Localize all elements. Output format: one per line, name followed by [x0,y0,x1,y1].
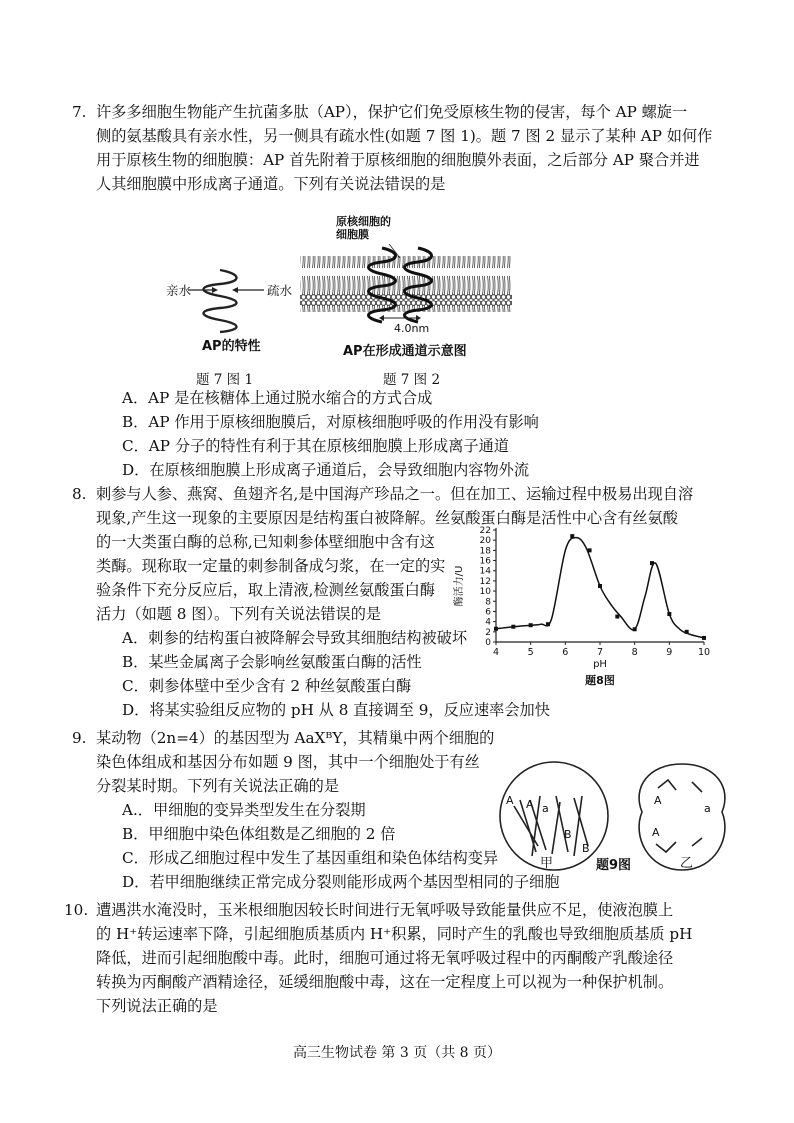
gene-label: A [652,826,660,839]
x-tick-label: 6 [562,647,569,658]
figure-7-2-caption: 题 7 图 2 [383,372,441,388]
channel-width-label: 4.0nm [394,322,430,335]
stem-line: 染色体组成和基因分布如题 9 图，其中一个细胞处于有丝 [96,753,480,771]
option-d[interactable]: D．将某实验组反应物的 pH 从 8 直接调至 9，反应速率会加快 [122,701,550,719]
x-tick-label: 4 [492,647,500,658]
option-d[interactable]: D．在原核细胞膜上形成离子通道后，会导致细胞内容物外流 [122,461,530,479]
figure-7-1-title: AP的特性 [202,339,261,354]
stem-line: 类酶。现称取一定量的刺参制备成匀浆，在一定的实 [96,557,446,575]
x-tick-label: 5 [527,647,534,658]
option-c[interactable]: C．AP 分子的特性有利于其在原核细胞膜上形成离子通道 [122,437,509,455]
option-d[interactable]: D．若甲细胞继续正常完成分裂则能形成两个基因型相同的子细胞 [122,873,560,891]
question-number: 8. [72,485,87,503]
y-axis-label: 酶活力/U [454,565,465,607]
question-number: 10. [64,901,89,919]
stem-line: 侧的氨基酸具有亲水性，另一侧具有疏水性(如题 7 图 1)。题 7 图 2 显示了某种 AP 如何作 [96,127,713,145]
stem-line: 某动物（2n=4）的基因型为 AaXᴮY，其精巢中两个细胞的 [96,729,495,747]
stem-line: 降低，进而引起细胞酸中毒。此时，细胞可通过将无氧呼吸过程中的丙酮酸产乳酸途径 [96,949,674,967]
x-tick-label: 10 [697,647,711,658]
gene-label: A [654,794,662,807]
y-tick-label: 18 [479,546,491,557]
stem-line: 现象,产生这一现象的主要原因是结构蛋白被降解。丝氨酸蛋白酶是活性中心含有丝氨酸 [96,509,678,527]
data-point [529,623,533,627]
stem-line: 的 H⁺转运速率下降，引起细胞质基质内 H⁺积累，同时产生的乳酸也导致细胞质基质 pH [96,925,693,943]
y-tick-label: 6 [485,607,491,618]
option-b[interactable]: B．某些金属离子会影响丝氨酸蛋白酶的活性 [122,653,422,671]
membrane-label-line-2: 细胞膜 [336,228,369,241]
cell-jia [500,762,608,870]
option-a[interactable]: A.．甲细胞的变异类型发生在分裂期 [122,801,366,819]
stem-line: 活力（如题 8 图）。下列有关说法错误的是 [96,605,382,623]
figure-7-1-caption: 题 7 图 1 [196,372,254,388]
y-tick-label: 8 [485,597,491,608]
option-b[interactable]: B．甲细胞中染色体组数是乙细胞的 2 倍 [122,825,396,843]
option-b[interactable]: B．AP 作用于原核细胞膜后，对原核细胞呼吸的作用没有影响 [122,413,539,431]
data-point [615,615,619,619]
y-tick-label: 0 [485,638,491,648]
data-point [702,636,706,640]
data-point [685,630,689,634]
stem-line: 刺参与人参、燕窝、鱼翅齐名,是中国海产珍品之一。但在加工、运输过程中极易出现自溶 [96,485,694,503]
y-tick-label: 16 [479,556,491,567]
gene-label: A [506,794,514,807]
cell-yi-label: 乙 [680,856,694,871]
gene-label: a [704,802,711,815]
gene-label: B [582,842,590,855]
y-tick-label: 20 [479,536,491,547]
data-point [598,584,602,588]
stem-line: 的一大类蛋白酶的总称,已知刺参体壁细胞中含有这 [96,533,435,551]
x-tick-label: 8 [631,647,638,658]
page-footer: 高三生物试卷 第 3 页（共 8 页） [292,1045,502,1061]
stem-line: 用于原核生物的细胞膜：AP 首先附着于原核细胞的细胞膜外表面，之后部分 AP 聚合并进 [96,151,700,169]
question-number: 9. [72,729,87,747]
data-point [546,622,550,626]
option-a[interactable]: A．刺参的结构蛋白被降解会导致其细胞结构被破坏 [122,629,468,647]
gene-label: B [564,828,572,841]
data-point [511,625,515,629]
figure-7-2-title: AP在形成通道示意图 [343,344,467,359]
data-point [633,627,637,631]
stem-line: 人其细胞膜中形成离子通道。下列有关说法错误的是 [96,175,446,193]
y-tick-label: 12 [479,576,491,587]
gene-label: A [526,798,534,811]
stem-line: 遭遇洪水淹没时，玉米根细胞因较长时间进行无氧呼吸导致能量供应不足，使液泡膜上 [96,901,674,919]
y-tick-label: 22 [479,526,491,536]
figure-8-chart [452,520,722,696]
figure-9-caption: 题9图 [596,858,632,873]
data-point [588,548,592,552]
stem-line: 分裂某时期。下列有关说法正确的是 [96,777,339,795]
x-tick-label: 9 [666,647,673,658]
option-c[interactable]: C．形成乙细胞过程中发生了基因重组和染色体结构变异 [122,849,499,867]
option-a[interactable]: A．AP 是在核糖体上通过脱水缩合的方式合成 [122,389,433,407]
data-point [667,612,671,616]
x-axis-label: pH [593,659,607,670]
option-c[interactable]: C．刺参体壁中至少含有 2 种丝氨酸蛋白酶 [122,677,412,695]
stem-line: 验条件下充分反应后，取上清液,检测丝氨酸蛋白酶 [96,581,435,599]
hydrophilic-label: 亲水 [166,283,192,298]
stem-line: 转换为丙酮酸产酒精途径，延缓细胞酸中毒，这在一定程度上可以视为一种保护机制。 [96,973,674,991]
gene-label: a [542,802,549,815]
y-tick-label: 14 [479,566,491,577]
stem-line: 许多多细胞生物能产生抗菌多肽（AP），保护它们免受原核生物的侵害，每个 AP 螺旋一 [96,103,688,121]
figure-8-caption: 题8图 [585,674,615,687]
ap-helix [204,270,237,332]
membrane-label-line-1: 原核细胞的 [336,215,391,228]
data-point [494,627,498,631]
hydrophobic-label: 疏水 [267,283,293,298]
y-tick-label: 2 [485,627,491,638]
y-tick-label: 10 [479,587,491,598]
question-number: 7. [72,103,87,121]
data-point [570,534,574,538]
cell-jia-label: 甲 [540,856,554,871]
stem-line: 下列说法正确的是 [96,997,218,1015]
x-tick-label: 7 [596,647,604,658]
data-point [650,561,654,565]
y-tick-label: 4 [485,617,491,628]
